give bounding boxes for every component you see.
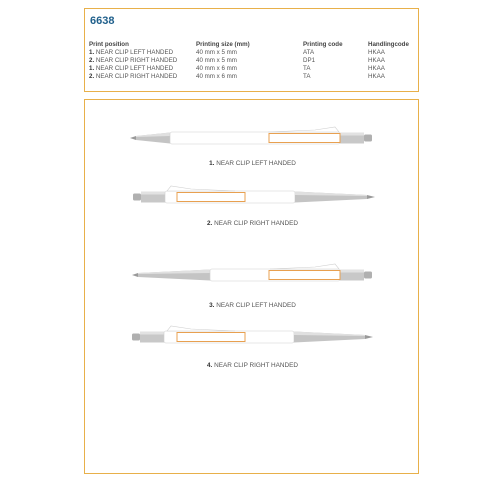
pen-image-3 (85, 260, 420, 290)
header-printing-size: Printing size (mm) (196, 40, 250, 48)
row-number: 2. (89, 72, 95, 80)
pen-views-panel (84, 99, 419, 474)
row-number: 2. (89, 56, 95, 64)
table-row (89, 72, 418, 80)
view-caption-2: 2. NEAR CLIP RIGHT HANDED (206, 220, 299, 227)
row-position: NEAR CLIP LEFT HANDED (95, 64, 174, 72)
row-position: NEAR CLIP LEFT HANDED (95, 48, 174, 56)
product-code: 6638 (90, 15, 115, 27)
row-size: 40 mm x 6 mm (196, 64, 237, 72)
row-size: 40 mm x 5 mm (196, 48, 237, 56)
row-size: 40 mm x 5 mm (196, 56, 237, 64)
row-code: TA (303, 64, 311, 72)
header-handling-code: Handlingcode (368, 40, 409, 48)
row-position: NEAR CLIP RIGHT HANDED (95, 72, 178, 80)
row-handling: HKAA (368, 56, 385, 64)
row-handling: HKAA (368, 72, 385, 80)
row-code: DP1 (303, 56, 316, 64)
table-row (89, 48, 418, 56)
view-caption-1: 1. NEAR CLIP LEFT HANDED (209, 160, 296, 167)
header-printing-code: Printing code (303, 40, 343, 48)
header-print-position: Print position (89, 40, 129, 48)
row-number: 1. (89, 48, 95, 56)
table-row (89, 64, 418, 72)
row-number: 1. (89, 64, 95, 72)
row-size: 40 mm x 6 mm (196, 72, 237, 80)
pen-image-1 (85, 123, 420, 153)
info-panel (84, 8, 419, 92)
row-handling: HKAA (368, 48, 385, 56)
pen-image-4 (85, 322, 420, 352)
table-header-row (89, 40, 418, 48)
row-code: ATA (303, 48, 315, 56)
table-row (89, 56, 418, 64)
print-spec-table (89, 40, 418, 80)
view-caption-4: 4. NEAR CLIP RIGHT HANDED (206, 362, 299, 369)
pen-image-2 (85, 182, 420, 212)
row-position: NEAR CLIP RIGHT HANDED (95, 56, 178, 64)
row-handling: HKAA (368, 64, 385, 72)
view-caption-3: 3. NEAR CLIP LEFT HANDED (209, 302, 296, 309)
row-code: TA (303, 72, 311, 80)
